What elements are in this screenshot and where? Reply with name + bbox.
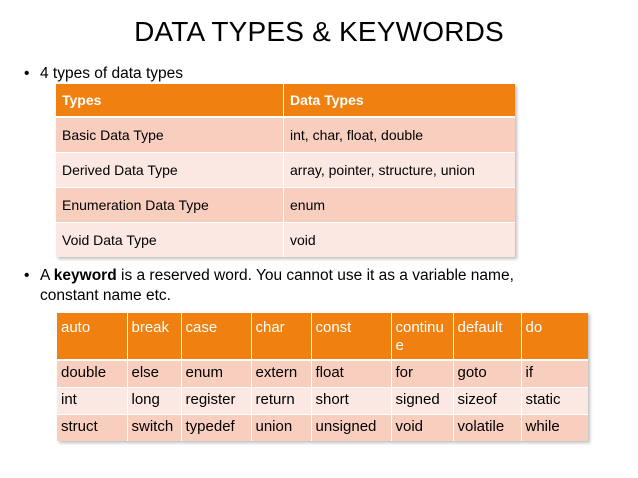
bullet-data-types	[24, 64, 184, 84]
bullet-keyword	[24, 266, 514, 306]
bullet-dot: •	[24, 65, 30, 82]
keyword-cell: union	[251, 415, 311, 442]
table-header-row	[56, 84, 515, 117]
keyword-cell: continue	[391, 313, 453, 361]
keyword-cell: enum	[181, 360, 251, 388]
keywords-table	[57, 312, 588, 441]
keyword-cell: return	[251, 388, 311, 415]
table-row	[56, 153, 515, 188]
table-row	[56, 223, 515, 258]
keyword-cell: break	[127, 313, 181, 361]
keyword-cell: else	[127, 360, 181, 388]
type-name: Basic Data Type	[56, 117, 284, 153]
keywords-header-row	[57, 313, 588, 361]
table-row	[57, 360, 588, 388]
keyword-cell: typedef	[181, 415, 251, 442]
bullet-text-pre: A	[40, 267, 54, 284]
data-types-table	[56, 84, 515, 257]
slide-title: DATA TYPES & KEYWORDS	[134, 16, 504, 47]
keyword-cell: for	[391, 360, 453, 388]
keyword-cell: char	[251, 313, 311, 361]
keyword-cell: auto	[57, 313, 127, 361]
keyword-cell: unsigned	[311, 415, 391, 442]
bullet-text-line2: constant name etc.	[40, 287, 171, 304]
bullet-dot: •	[24, 267, 30, 284]
keyword-cell: short	[311, 388, 391, 415]
keyword-cell: double	[57, 360, 127, 388]
keyword-cell: extern	[251, 360, 311, 388]
keyword-cell: switch	[127, 415, 181, 442]
type-name: Void Data Type	[56, 223, 284, 258]
table-row	[56, 188, 515, 223]
keyword-cell: register	[181, 388, 251, 415]
keyword-cell: float	[311, 360, 391, 388]
keyword-cell: sizeof	[453, 388, 521, 415]
keyword-cell: void	[391, 415, 453, 442]
keyword-cell: struct	[57, 415, 127, 442]
header-data-types: Data Types	[284, 84, 516, 117]
table-row	[56, 117, 515, 153]
keyword-cell: const	[311, 313, 391, 361]
type-values: array, pointer, structure, union	[284, 153, 516, 188]
bullet-text-bold: keyword	[53, 267, 117, 284]
bullet-text: 4 types of data types	[40, 65, 184, 82]
keyword-cell: do	[521, 313, 588, 361]
keyword-cell: volatile	[453, 415, 521, 442]
keyword-cell: while	[521, 415, 588, 442]
keyword-cell: static	[521, 388, 588, 415]
table-row	[57, 415, 588, 442]
keyword-cell: long	[127, 388, 181, 415]
keyword-cell: case	[181, 313, 251, 361]
type-values: void	[284, 223, 516, 258]
table-row	[57, 388, 588, 415]
type-values: int, char, float, double	[284, 117, 516, 153]
keyword-cell: goto	[453, 360, 521, 388]
keyword-cell: if	[521, 360, 588, 388]
type-name: Derived Data Type	[56, 153, 284, 188]
type-values: enum	[284, 188, 516, 223]
type-name: Enumeration Data Type	[56, 188, 284, 223]
keyword-cell: int	[57, 388, 127, 415]
header-types: Types	[56, 84, 284, 117]
bullet-text-post: is a reserved word. You cannot use it as a variable name,	[116, 267, 514, 284]
keyword-cell: default	[453, 313, 521, 361]
keyword-cell: signed	[391, 388, 453, 415]
